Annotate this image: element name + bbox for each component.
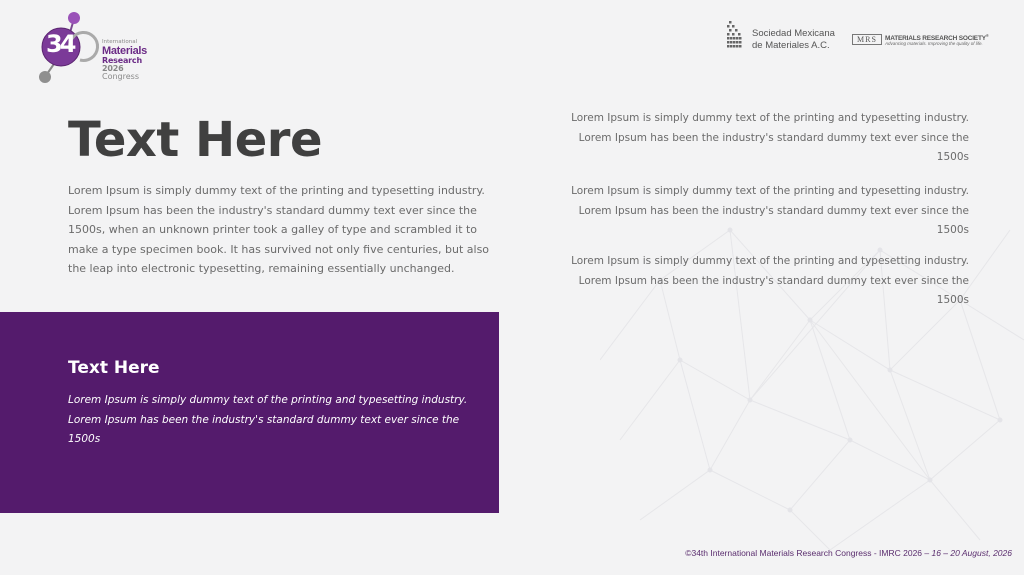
imrc-2026-logo [36, 10, 166, 86]
right-paragraph-1: Lorem Ipsum is simply dummy text of the printing and typesetting industry. Lorem Ipsum has been the industry's standard dummy text ever since the 1500s [571, 112, 969, 163]
footer-text: ©34th International Materials Research Congress - IMRC 2026 – [685, 548, 932, 558]
smm-name [752, 28, 835, 52]
intro-paragraph: Lorem Ipsum is simply dummy text of the printing and typesetting industry. Lorem Ipsum has been the industry's standard dummy text ever since the 1500s, when an unknown printer took a galley of type and scrambled it to make a type specimen book. It has survived not only five centuries, but also the leap into electronic typesetting, remaining essentially unchanged. [68, 184, 490, 275]
logo-line-3 [102, 57, 166, 73]
highlight-title: Text Here [68, 358, 160, 378]
logo-line-1: International [102, 39, 138, 45]
footer-dates: 16 – 20 August, 2026 [931, 548, 1012, 558]
mrs-name-text: MATERIALS RESEARCH SOCIETY [885, 35, 986, 43]
right-paragraph-3: Lorem Ipsum is simply dummy text of the printing and typesetting industry. Lorem Ipsum has been the industry's standard dummy text ever since the 1500s [571, 255, 969, 306]
smm-logo-icon [726, 20, 746, 48]
logo-number: 34 [46, 30, 74, 58]
smm-name-line-1: Sociedad Mexicana [752, 28, 835, 39]
logo-wordmark [102, 40, 166, 81]
mrs-tagline: Advancing materials. Improving the quality of life. [885, 41, 983, 46]
right-paragraph-2: Lorem Ipsum is simply dummy text of the printing and typesetting industry. Lorem Ipsum has been the industry's standard dummy text ever since the 1500s [571, 185, 969, 236]
smm-name-line-2: de Materiales A.C. [752, 40, 830, 51]
logo-line-2: Materials [102, 44, 147, 57]
logo-year: 2026 [102, 63, 124, 73]
highlight-paragraph: Lorem Ipsum is simply dummy text of the printing and typesetting industry. Lorem Ipsum has been the industry's standard dummy text ever since the 1500s [68, 394, 468, 445]
mrs-logo-mark: MRS [852, 34, 882, 45]
footer-copyright [685, 548, 1012, 558]
logo-research: Research [102, 55, 142, 65]
page-title: Text Here [68, 112, 322, 168]
logo-line-4: Congress [102, 71, 139, 81]
mrs-registered-mark: ® [985, 33, 989, 38]
